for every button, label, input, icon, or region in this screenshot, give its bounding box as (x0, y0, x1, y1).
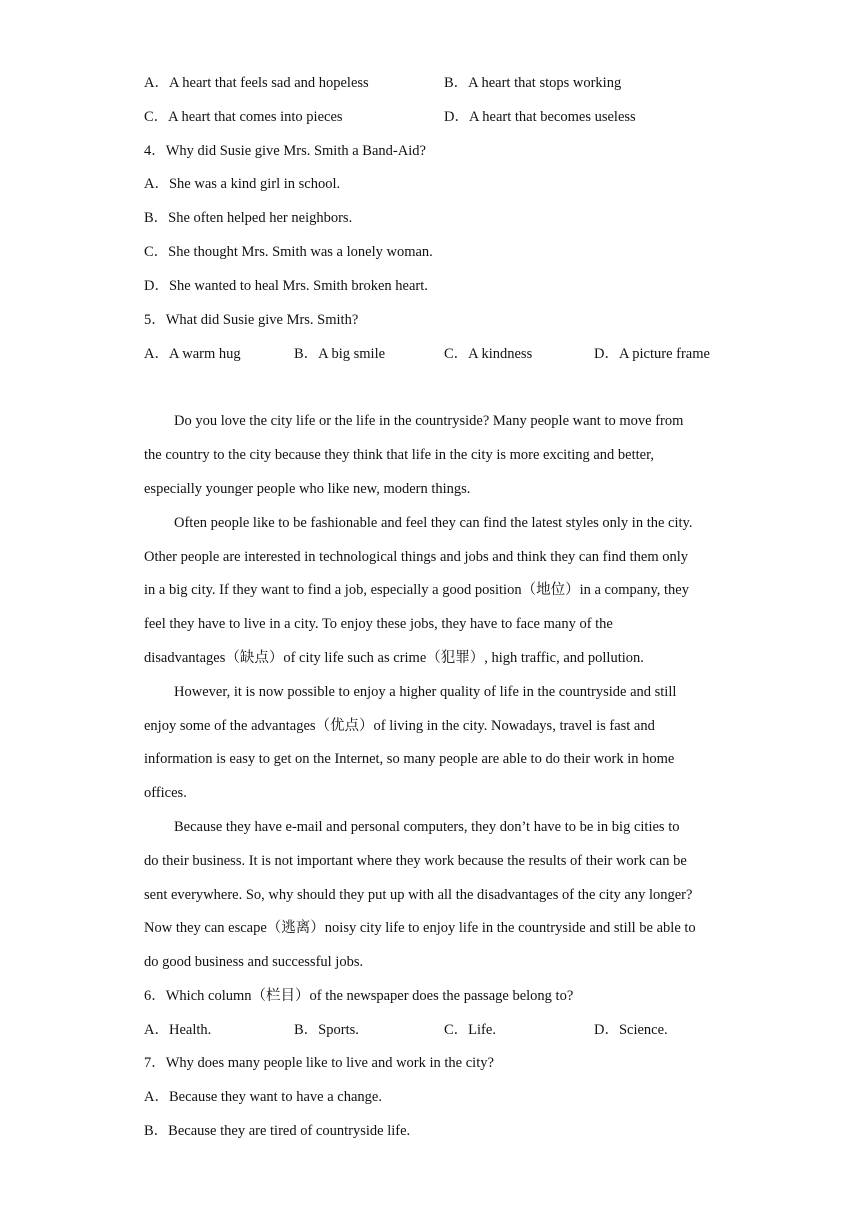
passage-p1-line1: Do you love the city life or the life in the countryside? Many people want to move from (174, 413, 684, 429)
q6-option-d: D．Science. (594, 1022, 668, 1038)
q4-option-c: C．She thought Mrs. Smith was a lonely woman. (144, 244, 433, 260)
passage-p2-line4: feel they have to live in a city. To enjoy these jobs, they have to face many of the (144, 616, 613, 632)
passage-p3-line1: However, it is now possible to enjoy a higher quality of life in the countryside and still (174, 684, 677, 700)
q7-option-b: B．Because they are tired of countryside life. (144, 1123, 411, 1139)
q5-option-d: D．A picture frame (594, 346, 710, 362)
q3-option-a: A．A heart that feels sad and hopeless (144, 75, 369, 91)
passage-p1-line2: the country to the city because they think that life in the city is more exciting and better, (144, 447, 654, 463)
passage-p3-line3: information is easy to get on the Internet, so many people are able to do their work in home (144, 751, 675, 767)
passage-p2-line1: Often people like to be fashionable and feel they can find the latest styles only in the city. (174, 515, 693, 531)
q3-option-d: D．A heart that becomes useless (444, 109, 636, 125)
passage-p2-line2: Other people are interested in technological things and jobs and think they can find them only (144, 549, 689, 565)
q3-option-c: C．A heart that comes into pieces (144, 109, 343, 125)
passage-p4-line1: Because they have e-mail and personal computers, they don’t have to be in big cities to (174, 819, 680, 835)
passage-p4-line3: sent everywhere. So, why should they put up with all the disadvantages of the city any longer? (144, 887, 693, 903)
q6-stem: 6．Which column（栏目）of the newspaper does the passage belong to? (144, 988, 574, 1004)
q5-option-a: A．A warm hug (144, 346, 241, 362)
q6-option-a: A．Health. (144, 1022, 212, 1038)
q4-option-a: A．She was a kind girl in school. (144, 176, 341, 192)
q4-stem: 4．Why did Susie give Mrs. Smith a Band-Aid? (144, 143, 426, 159)
q3-option-b: B．A heart that stops working (444, 75, 622, 91)
passage-p4-line5: do good business and successful jobs. (144, 954, 364, 970)
q5-stem: 5．What did Susie give Mrs. Smith? (144, 312, 359, 328)
q4-option-b: B．She often helped her neighbors. (144, 210, 353, 226)
passage-p4-line2: do their business. It is not important where they work because the results of their work can be (144, 853, 687, 869)
q5-option-c: C．A kindness (444, 346, 533, 362)
q7-stem: 7．Why does many people like to live and work in the city? (144, 1055, 494, 1071)
q6-option-c: C．Life. (444, 1022, 496, 1038)
passage-p1-line3: especially younger people who like new, modern things. (144, 481, 471, 497)
passage-p4-line4: Now they can escape（逃离）noisy city life to enjoy life in the countryside and still be able to (144, 920, 696, 936)
passage-p2-line3: in a big city. If they want to find a job, especially a good position（地位）in a company, they (144, 582, 689, 598)
q4-option-d: D．She wanted to heal Mrs. Smith broken heart. (144, 278, 428, 294)
q5-option-b: B．A big smile (294, 346, 386, 362)
passage-p3-line4: offices. (144, 785, 187, 801)
passage-p3-line2: enjoy some of the advantages（优点）of living in the city. Nowadays, travel is fast and (144, 718, 655, 734)
q6-option-b: B．Sports. (294, 1022, 359, 1038)
q7-option-a: A．Because they want to have a change. (144, 1089, 382, 1105)
passage-p2-line5: disadvantages（缺点）of city life such as crime（犯罪）, high traffic, and pollution. (144, 650, 644, 666)
